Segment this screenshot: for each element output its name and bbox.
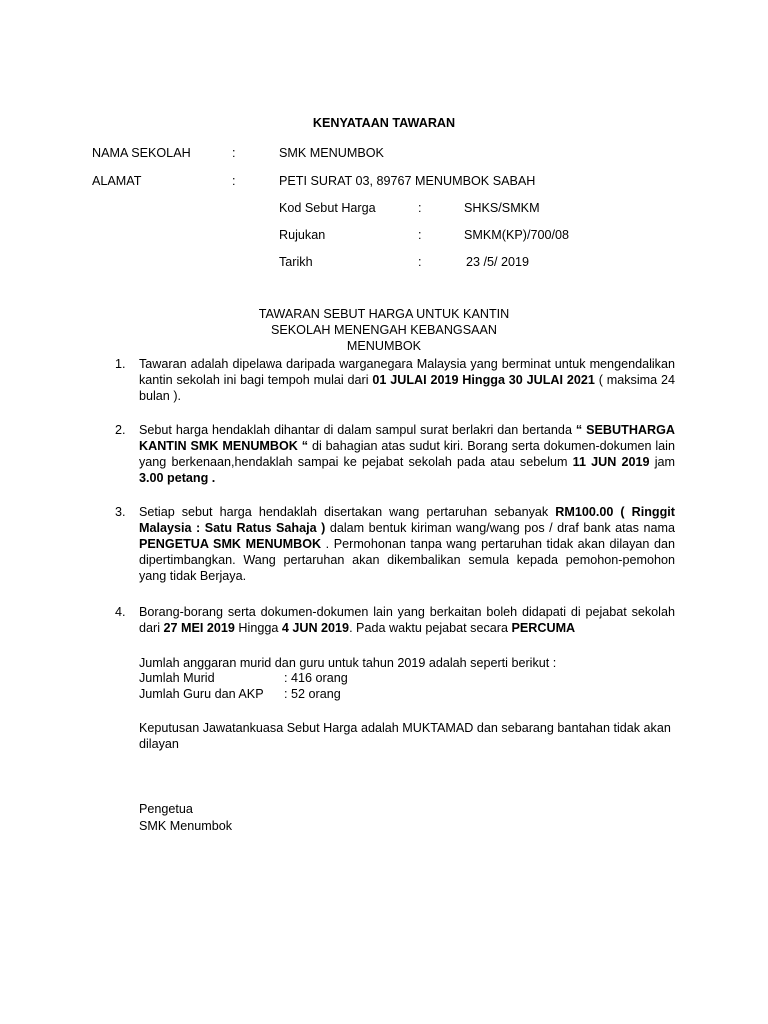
heading-line: TAWARAN SEBUT HARGA UNTUK KANTIN bbox=[258, 307, 510, 321]
school-colon: : bbox=[232, 146, 236, 160]
ref-colon: : bbox=[418, 228, 422, 242]
item-text-part: . Pada waktu pejabat secara bbox=[349, 621, 512, 635]
item-text bbox=[139, 604, 675, 636]
code-value: SHKS/SMKM bbox=[464, 201, 540, 215]
item-text bbox=[139, 422, 675, 486]
signature-school: SMK Menumbok bbox=[139, 819, 233, 833]
address-label: ALAMAT bbox=[92, 174, 142, 188]
item-text-part: jam bbox=[649, 455, 675, 469]
heading-line: MENUMBOK bbox=[346, 339, 422, 353]
offer-heading bbox=[0, 306, 768, 354]
item-text-bold: 4 JUN 2019 bbox=[281, 621, 350, 635]
date-label: Tarikh bbox=[279, 255, 313, 269]
item-number: 4. bbox=[115, 605, 126, 619]
item-text-part: Tawaran adalah dipelawa daripada warganegara Malaysia yang berminat untuk mengendalikan kantin sekolah ini bagi tempoh mulai dari bbox=[139, 357, 675, 387]
item-text-bold: “ SEBUTHARGA KANTIN SMK MENUMBOK “ bbox=[139, 423, 675, 453]
enrolment-block bbox=[139, 655, 679, 671]
item-text-part: dalam bentuk kiriman wang/wang pos / draf bank atas nama bbox=[325, 521, 675, 535]
decision-text-part: Keputusan Jawatankuasa Sebut Harga adalah bbox=[139, 721, 403, 735]
code-colon: : bbox=[418, 201, 422, 215]
item-text-bold: 3.00 petang . bbox=[139, 471, 216, 485]
item-text-part: Hingga bbox=[234, 621, 282, 635]
item-text-bold: PENGETUA SMK MENUMBOK bbox=[139, 537, 322, 551]
item-number: 3. bbox=[115, 505, 126, 519]
students-value: : 416 orang bbox=[284, 671, 348, 685]
school-value: SMK MENUMBOK bbox=[279, 146, 384, 160]
item-text-part: . Permohonan tanpa wang pertaruhan tidak akan dilayan dan dipertimbangkan. Wang pertaruhan akan dikembalikan semula kepada pemohon-pemohon yang tidak Berjaya. bbox=[139, 537, 675, 583]
item-text-part: Borang-borang serta dokumen-dokumen lain yang berkaitan boleh didapati di pejabat sekolah dari bbox=[139, 605, 675, 635]
enrolment-intro: Jumlah anggaran murid dan guru untuk tahun 2019 adalah seperti berikut : bbox=[139, 656, 557, 670]
decision-paragraph bbox=[139, 720, 679, 752]
item-text-bold: PERCUMA bbox=[511, 621, 576, 635]
address-colon: : bbox=[232, 174, 236, 188]
address-value: PETI SURAT 03, 89767 MENUMBOK SABAH bbox=[279, 174, 536, 188]
item-text-part: di bahagian atas sudut kiri. Borang serta dokumen-dokumen lain yang berkenaan,hendaklah sampai ke pejabat sekolah pada atau sebelum bbox=[139, 439, 675, 469]
item-text bbox=[139, 504, 675, 584]
staff-value: : 52 orang bbox=[284, 687, 341, 701]
item-text-bold: 27 MEI 2019 bbox=[163, 621, 235, 635]
students-label: Jumlah Murid bbox=[139, 671, 215, 685]
item-number: 2. bbox=[115, 423, 126, 437]
item-text-bold: 01 JULAI 2019 Hingga 30 JULAI 2021 bbox=[372, 373, 595, 387]
item-text-bold: 11 JUN 2019 bbox=[572, 455, 650, 469]
document-title: KENYATAAN TAWARAN bbox=[312, 116, 456, 130]
heading-line: SEKOLAH MENENGAH KEBANGSAAN bbox=[270, 323, 498, 337]
signature-title: Pengetua bbox=[139, 802, 193, 816]
decision-text-part: dan sebarang bantahan tidak akan dilayan bbox=[139, 721, 671, 751]
item-number: 1. bbox=[115, 357, 126, 371]
date-value: 23 /5/ 2019 bbox=[466, 255, 530, 269]
school-label: NAMA SEKOLAH bbox=[92, 146, 191, 160]
code-label: Kod Sebut Harga bbox=[279, 201, 376, 215]
date-colon: : bbox=[418, 255, 422, 269]
staff-label: Jumlah Guru dan AKP bbox=[139, 687, 264, 701]
item-text-part: Setiap sebut harga hendaklah disertakan wang pertaruhan sebanyak bbox=[139, 505, 556, 519]
decision-text-emphasis: MUKTAMAD bbox=[402, 721, 474, 735]
item-text-part: ( maksima 24 bulan ). bbox=[139, 373, 675, 403]
ref-label: Rujukan bbox=[279, 228, 326, 242]
item-text bbox=[139, 356, 675, 404]
ref-value: SMKM(KP)/700/08 bbox=[464, 228, 569, 242]
item-text-bold: RM100.00 ( Ringgit Malaysia : Satu Ratus Sahaja ) bbox=[139, 505, 675, 535]
item-text-part: Sebut harga hendaklah dihantar di dalam sampul surat berlakri dan bertanda bbox=[139, 423, 576, 437]
